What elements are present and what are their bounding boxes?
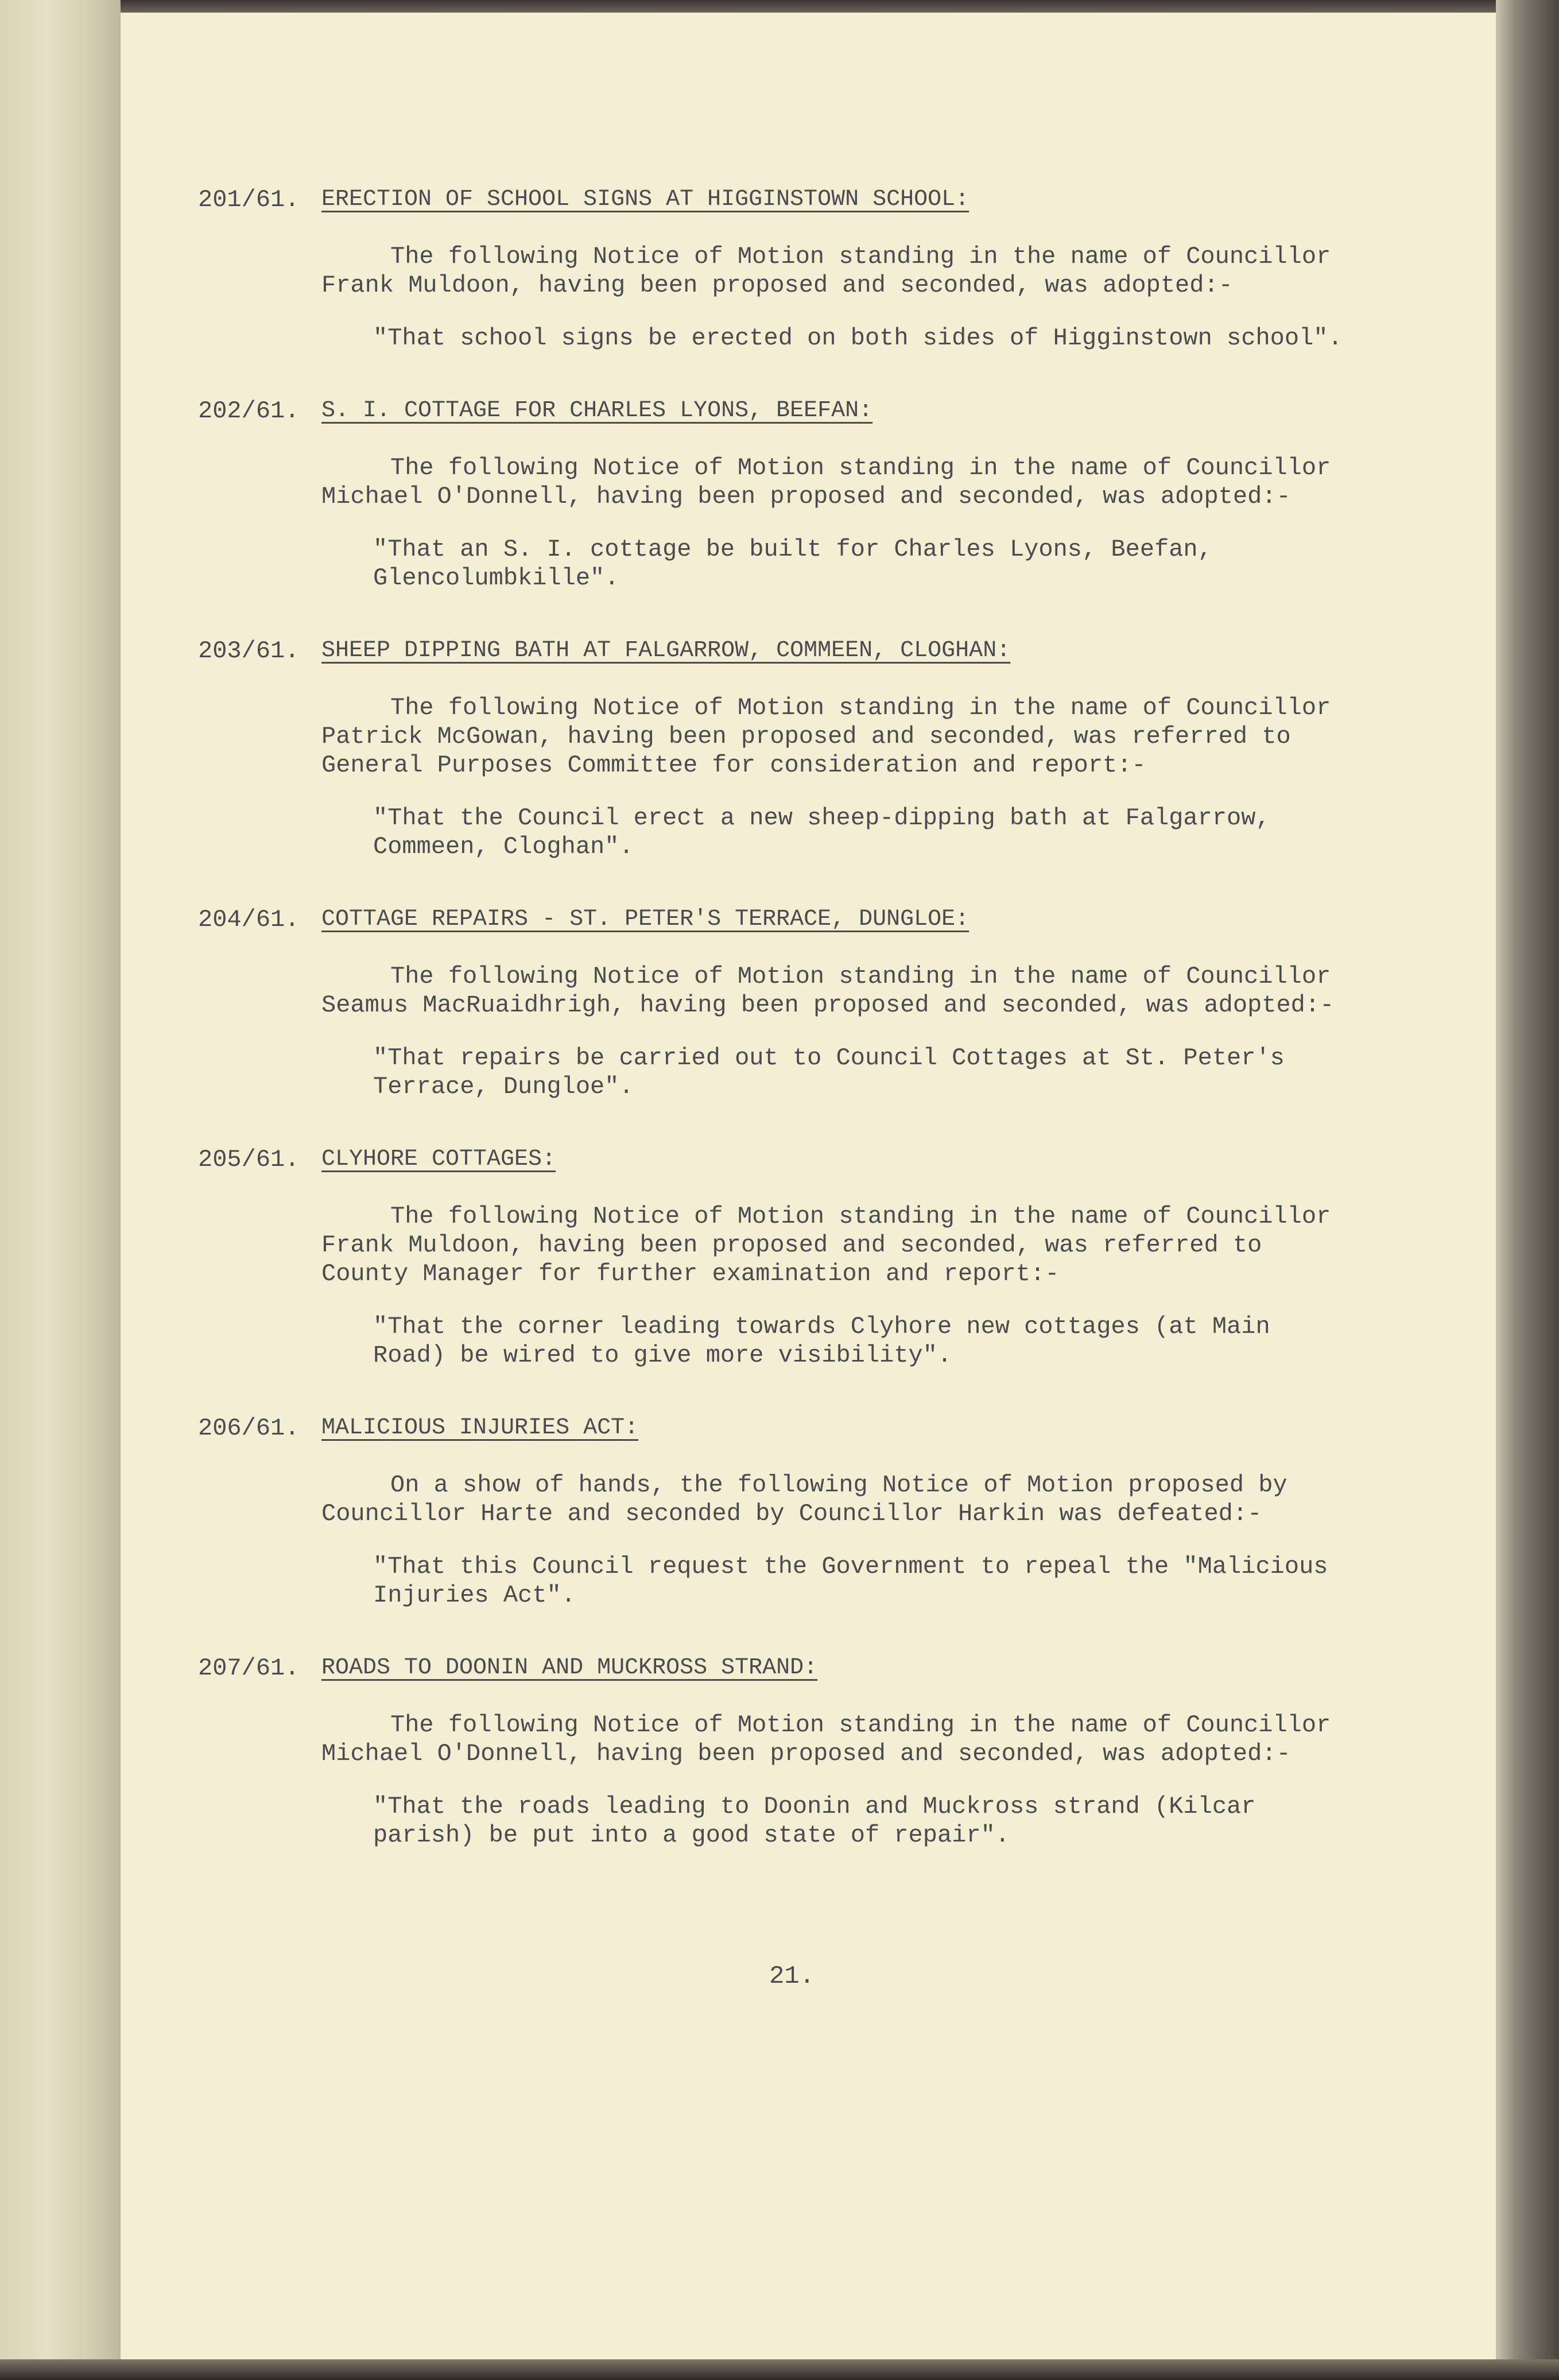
item-body: On a show of hands, the following Notice of Motion proposed by Councillor Harte and seconded by Councillor Harkin was defeated:-: [321, 1471, 1287, 1528]
item-number: 206/61.: [198, 1414, 300, 1442]
item-motion-quote: "That school signs be erected on both sides of Higginstown school".: [373, 324, 1343, 352]
page-top-edge: [0, 0, 1559, 13]
minute-item: [198, 1652, 1412, 1850]
item-body: The following Notice of Motion standing in the name of Councillor Frank Muldoon, having been proposed and seconded, was referred to County Manager for further examination and report:-: [321, 1203, 1331, 1288]
minute-item: [198, 1412, 1412, 1610]
item-number: 202/61.: [198, 397, 300, 425]
item-number: 204/61.: [198, 906, 300, 933]
item-motion-quote: "That repairs be carried out to Council Cottages at St. Peter's Terrace, Dungloe".: [373, 1044, 1285, 1100]
item-heading: COTTAGE REPAIRS - ST. PETER'S TERRACE, DUNGLOE:: [321, 906, 969, 932]
item-motion-quote: "That an S. I. cottage be built for Charles Lyons, Beefan, Glencolumbkille".: [373, 536, 1212, 592]
item-number: 207/61.: [198, 1654, 300, 1682]
page-right-edge: [1496, 0, 1559, 2380]
item-body: The following Notice of Motion standing in the name of Councillor Michael O'Donnell, having been proposed and seconded, was adopted:-: [321, 1711, 1331, 1767]
item-heading: S. I. COTTAGE FOR CHARLES LYONS, BEEFAN:: [321, 398, 873, 424]
minute-item: [198, 1144, 1412, 1370]
item-motion-quote: "That the corner leading towards Clyhore new cottages (at Main Road) be wired to give more visibility".: [373, 1313, 1270, 1369]
item-heading: SHEEP DIPPING BATH AT FALGARROW, COMMEEN, CLOGHAN:: [321, 638, 1011, 664]
item-number: 201/61.: [198, 186, 300, 214]
item-motion-quote: "That this Council request the Government to repeal the "Malicious Injuries Act".: [373, 1553, 1328, 1609]
minute-item: [198, 904, 1412, 1101]
item-number: 205/61.: [198, 1146, 300, 1173]
minute-item: [198, 395, 1412, 592]
item-heading: MALICIOUS INJURIES ACT:: [321, 1415, 639, 1441]
item-number: 203/61.: [198, 637, 300, 665]
item-body: The following Notice of Motion standing in the name of Councillor Patrick McGowan, having been proposed and seconded, was referred to General Purposes Committee for consideration and report:-: [321, 694, 1331, 779]
item-body: The following Notice of Motion standing in the name of Councillor Frank Muldoon, having been proposed and seconded, was adopted:-: [321, 243, 1331, 299]
minute-item: [198, 635, 1412, 861]
binding-gutter: [0, 0, 121, 2380]
minute-item: [198, 184, 1412, 352]
item-heading: CLYHORE COTTAGES:: [321, 1146, 556, 1172]
page-number: 21.: [769, 1962, 815, 1991]
item-body: The following Notice of Motion standing in the name of Councillor Seamus MacRuaidhrigh, having been proposed and seconded, was adopted:-: [321, 963, 1335, 1019]
item-body: The following Notice of Motion standing in the name of Councillor Michael O'Donnell, having been proposed and seconded, was adopted:-: [321, 454, 1331, 510]
item-heading: ROADS TO DOONIN AND MUCKROSS STRAND:: [321, 1655, 818, 1681]
page-bottom-edge: [0, 2359, 1559, 2380]
item-motion-quote: "That the Council erect a new sheep-dipping bath at Falgarrow, Commeen, Cloghan".: [373, 804, 1270, 860]
minutes-content: [198, 184, 1412, 1892]
item-heading: ERECTION OF SCHOOL SIGNS AT HIGGINSTOWN SCHOOL:: [321, 187, 969, 212]
item-motion-quote: "That the roads leading to Doonin and Muckross strand (Kilcar parish) be put into a good state of repair".: [373, 1793, 1256, 1849]
